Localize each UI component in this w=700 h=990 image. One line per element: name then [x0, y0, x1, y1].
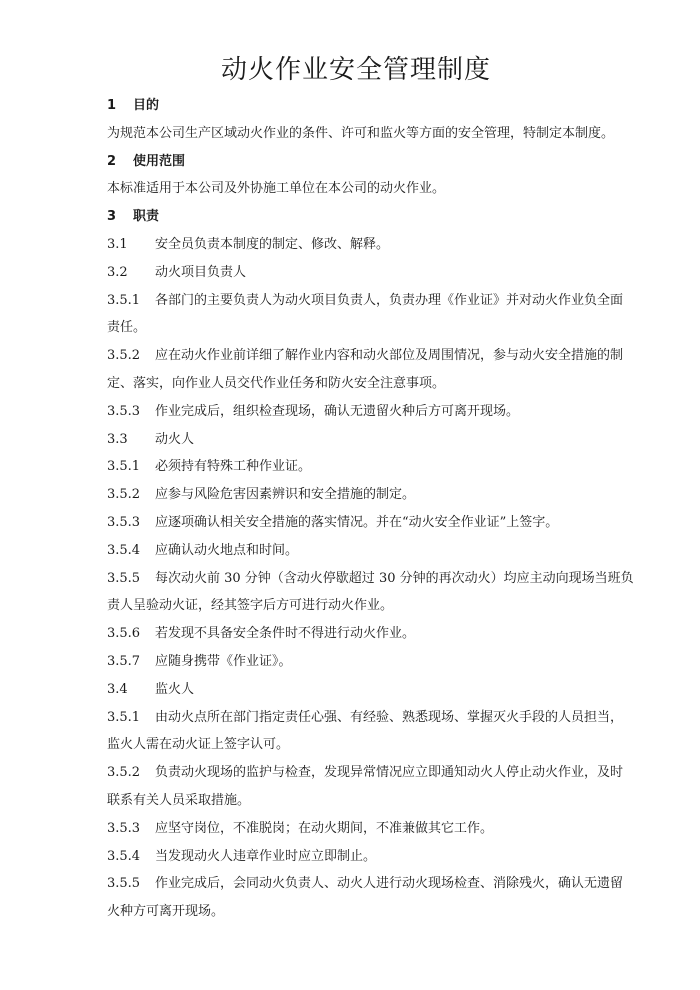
- clause-number: 3.5.1: [107, 709, 141, 725]
- clause-line: [107, 620, 605, 648]
- paragraph-line: [107, 592, 605, 620]
- line-text: 应坚守岗位，不准脱岗；在动火期间，不准兼做其它工作。: [155, 820, 494, 836]
- clause-line: [107, 565, 634, 593]
- paragraph-line: [107, 731, 605, 759]
- paragraph-line: [107, 898, 605, 926]
- clause-number: 1: [107, 98, 117, 113]
- line-text: 本标准适用于本公司及外协施工单位在本公司的动火作业。: [107, 181, 446, 197]
- section-heading: [107, 148, 605, 176]
- clause-line: [107, 509, 605, 537]
- line-text: 监火人: [155, 681, 195, 697]
- clause-line: [107, 287, 624, 315]
- paragraph-line: [107, 787, 605, 815]
- line-text: 应随身携带《作业证》。: [155, 653, 292, 669]
- clause-number: 3.5.3: [107, 514, 141, 530]
- line-text: 当发现动火人违章作业时应立即制止。: [155, 848, 377, 864]
- page-title: 动火作业安全管理制度: [220, 55, 491, 85]
- clause-number: 3: [107, 209, 117, 225]
- clause-number: 3.5.2: [107, 487, 141, 503]
- paragraph-line: [107, 370, 605, 398]
- line-text: 定、落实，向作业人员交代作业任务和防火安全注意事项。: [107, 375, 446, 391]
- clause-line: [107, 870, 624, 898]
- line-text: 动火人: [155, 431, 195, 447]
- paragraph-line: [107, 120, 615, 148]
- clause-line: [107, 481, 605, 509]
- line-text: 为规范本公司生产区域动火作业的条件、许可和监火等方面的安全管理，特制定本制度。: [107, 125, 615, 141]
- clause-line: [107, 648, 605, 676]
- line-text: 职责: [133, 209, 160, 225]
- clause-line: [107, 398, 605, 426]
- clause-number: 3.3: [107, 431, 128, 447]
- line-text: 联系有关人员采取措施。: [107, 792, 251, 808]
- clause-line: [107, 453, 605, 481]
- clause-line: [107, 342, 624, 370]
- clause-line: [107, 759, 624, 787]
- line-text: 作业完成后，会同动火负责人、动火人进行动火现场检查、消除残火，确认无遗留: [155, 876, 624, 892]
- line-text: 由动火点所在部门指定责任心强、有经验、熟悉现场、掌握灭火手段的人员担当，: [155, 709, 624, 725]
- clause-line: [107, 676, 605, 704]
- line-text: 各部门的主要负责人为动火项目负责人，负责办理《作业证》并对动火作业负全面: [155, 292, 624, 308]
- clause-number: 3.5.4: [107, 848, 141, 864]
- line-text: 应参与风险危害因素辨识和安全措施的制定。: [155, 487, 416, 503]
- line-text: 目的: [133, 98, 160, 113]
- line-text: 负责动火现场的监护与检查，发现异常情况应立即通知动火人停止动火作业，及时: [155, 765, 624, 781]
- clause-line: [107, 843, 605, 871]
- clause-line: [107, 815, 605, 843]
- line-text: 监火人需在动火证上签字认可。: [107, 737, 290, 753]
- clause-number: 3.5.1: [107, 459, 141, 475]
- clause-number: 3.1: [107, 236, 128, 252]
- document-body: [107, 92, 634, 926]
- line-text: 动火项目负责人: [155, 264, 247, 280]
- section-heading: [107, 92, 605, 120]
- clause-number: 3.5.3: [107, 820, 141, 836]
- clause-line: [107, 259, 605, 287]
- clause-number: 3.5.1: [107, 292, 141, 308]
- clause-number: 3.4: [107, 681, 128, 697]
- clause-line: [107, 704, 624, 732]
- line-text: 作业完成后，组织检查现场，确认无遗留火种后方可离开现场。: [155, 403, 520, 419]
- clause-number: 3.5.4: [107, 542, 141, 558]
- line-text: 应逐项确认相关安全措施的落实情况。并在“动火安全作业证”上签字。: [155, 514, 559, 530]
- paragraph-line: [107, 314, 605, 342]
- clause-number: 3.5.2: [107, 348, 141, 364]
- line-text: 使用范围: [133, 153, 186, 169]
- clause-number: 3.5.2: [107, 765, 141, 781]
- clause-number: 2: [107, 153, 117, 169]
- line-text: 责任。: [107, 320, 147, 336]
- line-text: 火种方可离开现场。: [107, 904, 225, 920]
- line-text: 若发现不具备安全条件时不得进行动火作业。: [155, 626, 416, 642]
- line-text: 应在动火作业前详细了解作业内容和动火部位及周围情况，参与动火安全措施的制: [155, 348, 624, 364]
- section-heading: [107, 203, 605, 231]
- clause-line: [107, 426, 605, 454]
- line-text: 安全员负责本制度的制定、修改、解释。: [155, 236, 390, 252]
- clause-number: 3.2: [107, 264, 128, 280]
- clause-number: 3.5.5: [107, 876, 141, 892]
- paragraph-line: [107, 175, 605, 203]
- line-text: 应确认动火地点和时间。: [155, 542, 299, 558]
- clause-number: 3.5.7: [107, 653, 141, 669]
- clause-number: 3.5.6: [107, 626, 141, 642]
- clause-line: [107, 231, 605, 259]
- clause-number: 3.5.5: [107, 570, 141, 586]
- clause-line: [107, 537, 605, 565]
- line-text: 每次动火前 30 分钟（含动火停歇超过 30 分钟的再次动火）均应主动向现场当班负: [155, 570, 634, 586]
- line-text: 责人呈验动火证，经其签字后方可进行动火作业。: [107, 598, 394, 614]
- clause-number: 3.5.3: [107, 403, 141, 419]
- line-text: 必须持有特殊工种作业证。: [155, 459, 312, 475]
